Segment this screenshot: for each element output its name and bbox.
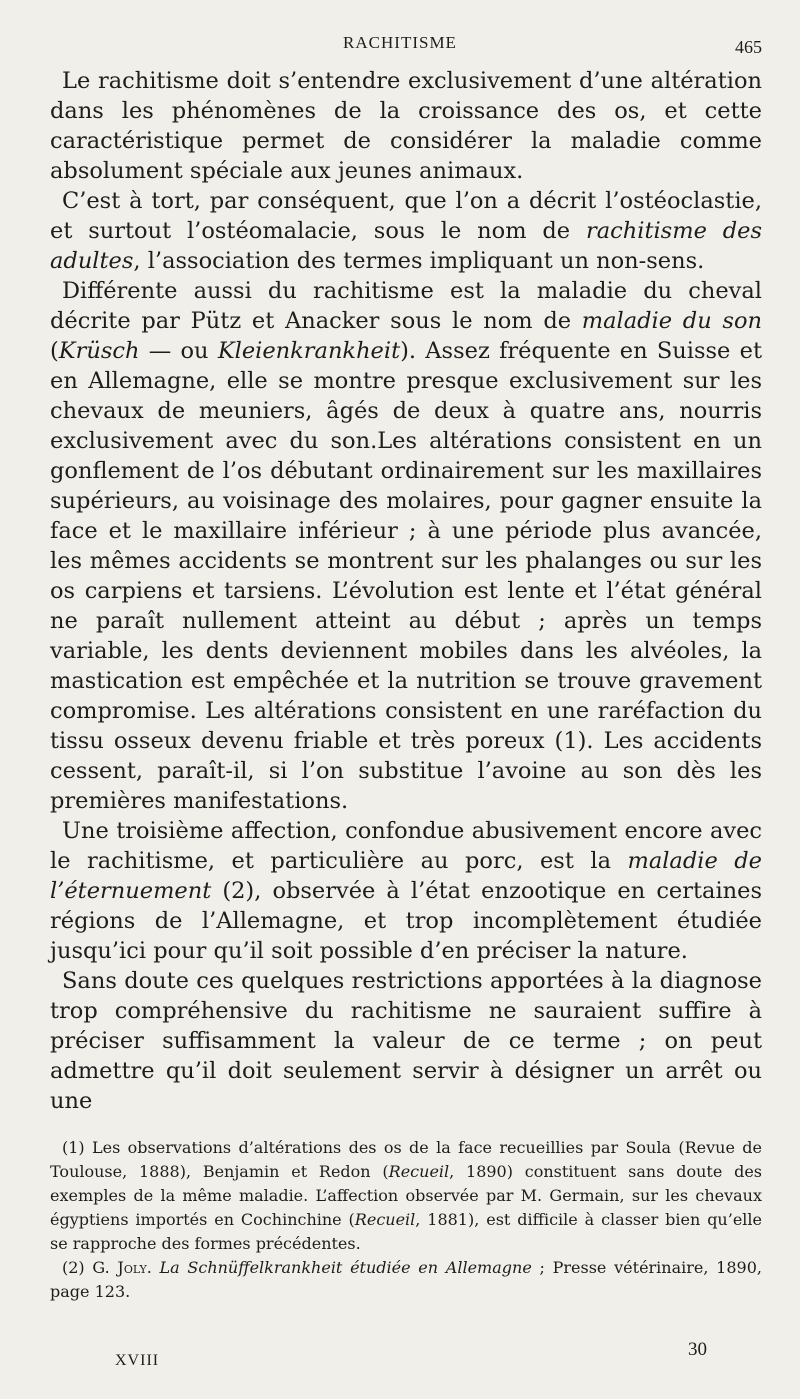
paragraph [50,276,762,816]
text-run: Sans doute ces quelques restrictions apportées à la diagnose trop compréhensive du rachitisme ne sauraient suffire à préciser suffisamment la valeur de ce terme ; on peut admettre qu’il doit seulement servir à désigner un arrêt ou une [50,968,762,1114]
text-run: (2), observée à l’état enzootique en certaines régions de l’Allemagne, et trop incomplètement étudiée jusqu’ici pour qu’il soit possible d’en préciser la nature. [50,878,762,964]
smallcaps-text: Joly [117,1258,147,1277]
paragraph [50,186,762,276]
footnote [50,1136,762,1256]
paragraph [50,966,762,1116]
text-run: — ou [139,338,218,364]
italic-text: maladie de l’éternuement [50,848,762,904]
text-run: ( [50,338,59,364]
italic-text: Kleienkrankheit [217,338,401,364]
text-run: , 1881), est difficile à classer bien qu’elle se rapproche des formes précédentes. [50,1210,762,1253]
footnote [50,1256,762,1304]
page-number: 465 [735,37,762,57]
text-run: C’est à tort, par conséquent, que l’on a décrit l’ostéoclastie, et surtout l’ostéomalacie, sous le nom de [50,188,762,244]
paragraph [50,816,762,966]
text-run: ; Presse vétérinaire, 1890, page 123. [50,1258,762,1301]
text-run: Une troisième affection, confondue abusivement encore avec le rachitisme, et particulière au porc, est la [50,818,762,874]
italic-text: La Schnüffelkrankheit étudiée en Allemagne [159,1258,532,1277]
italic-text: rachitisme des adultes [50,218,763,274]
italic-text: Recueil [388,1162,450,1181]
running-title: RACHITISME [343,33,457,52]
text-run: Le rachitisme doit s’entendre exclusivement d’une altération dans les phénomènes de la croissance des os, et cette caractéristique permet de considérer la maladie comme absolument spéciale aux jeunes animaux. [50,68,762,184]
text-run: (1) Les observations d’altérations des os de la face recueillies par Soula (Revue de Toulouse, 1888), Benjamin et Redon ( [50,1138,762,1181]
italic-text: maladie du son [581,308,762,334]
body-text [50,66,762,1116]
text-run: , l’association des termes impliquant un non-sens. [133,248,705,274]
text-run: Différente aussi du rachitisme est la maladie du cheval décrite par Pütz et Anacker sous le nom de [50,278,762,334]
signature-mark: XVIII [115,1352,160,1369]
footnotes [50,1136,762,1304]
text-run: . [146,1258,160,1277]
text-run: ). Assez fréquente en Suisse et en Allemagne, elle se montre presque exclusivement sur les chevaux de meuniers, âgés de deux à quatre ans, nourris exclusivement avec du son.Les altérations consistent en un gonflement de l’os débutant ordinairement sur les maxillaires supérieurs, au voisinage des molaires, pour gagner ensuite la face et le maxillaire inférieur ; à une période plus avancée, les mêmes accidents se montrent sur les phalanges ou sur les os carpiens et tarsiens. L’évolution est lente et l’état général ne paraît nullement atteint au début ; après un temps variable, les dents deviennent mobiles dans les alvéoles, la mastication est empêchée et la nutrition se trouve gravement compromise. Les altérations consistent en une raréfaction du tissu osseux devenu friable et très poreux (1). Les accidents cessent, paraît-il, si l’on substitue l’avoine au son dès les premières manifestations. [50,338,762,814]
sheet-number: 30 [688,1339,707,1360]
italic-text: Recueil [354,1210,416,1229]
text-run: (2) G. [62,1258,118,1277]
text-run: , 1890) constituent sans doute des exemples de la même maladie. L’affection observée par M. Germain, sur les chevaux égyptiens importés en Cochinchine ( [50,1162,763,1229]
paragraph [50,66,762,186]
italic-text: Krüsch [58,338,140,364]
